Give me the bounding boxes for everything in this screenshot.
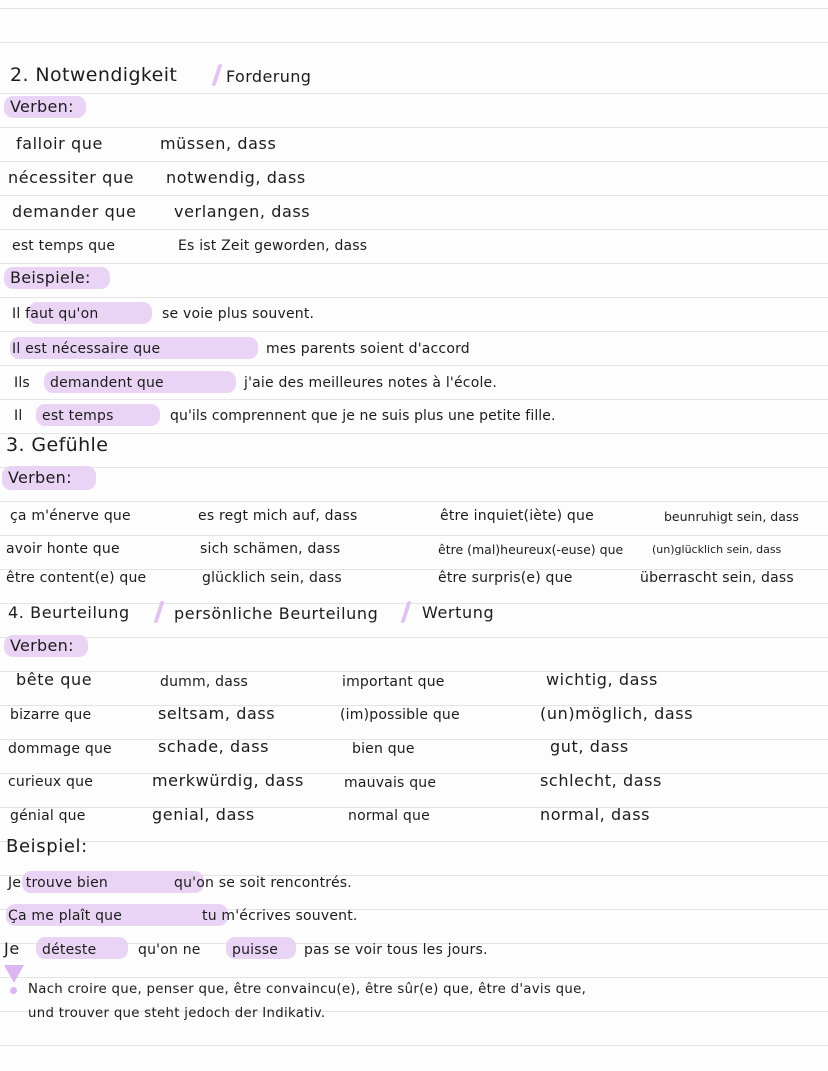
verb-fr: est temps que [12,238,116,254]
section4-verbs-label: Verben: [10,636,74,655]
example-text: tu m'écrives souvent. [202,908,358,924]
section2-verbs-label: Verben: [10,97,74,116]
verb-de: es regt mich auf, dass [198,508,358,524]
verb-fr: normal que [348,808,430,824]
verb-fr: être inquiet(iète) que [440,508,594,524]
verb-fr: avoir honte que [6,541,120,557]
example-highlight-text: déteste [42,942,97,958]
verb-de: beunruhigt sein, dass [664,509,799,524]
section2-heading-part2: Forderung [226,67,312,86]
verb-fr: être surpris(e) que [438,570,573,586]
example-highlight-text: Il faut qu'on [12,306,99,322]
verb-de: wichtig, dass [546,670,658,689]
example-text: pas se voir tous les jours. [304,942,488,958]
verb-de: (un)möglich, dass [540,704,694,723]
verb-fr: être (mal)heureux(-euse) que [438,542,624,557]
example-text: qu'on se soit rencontrés. [174,875,352,891]
heading-divider-slash [211,64,222,86]
section4-heading-part1: 4. Beurteilung [8,603,130,622]
example-text: qu'on ne [138,942,201,958]
example-text: mes parents soient d'accord [266,341,470,357]
example-text: j'aie des meilleures notes à l'école. [244,375,498,391]
example-text: Ils [14,375,30,391]
heading-divider-slash [153,601,164,623]
verb-fr: curieux que [8,774,94,790]
section2-heading-part1: 2. Notwendigkeit [10,64,178,86]
verb-fr: (im)possible que [340,707,460,723]
example-highlight-text: Il est nécessaire que [12,341,161,357]
verb-de: schlecht, dass [540,771,662,790]
verb-de: schade, dass [158,737,270,756]
section3-heading: 3. Gefühle [6,434,109,456]
example-text: se voie plus souvent. [162,306,315,322]
section4-example-label: Beispiel: [6,836,88,857]
verb-fr: falloir que [16,134,103,153]
verb-de: Es ist Zeit geworden, dass [178,238,368,254]
verb-de: gut, dass [550,737,629,756]
verb-fr: bête que [16,670,93,689]
example-highlight-text: est temps [42,408,114,424]
verb-fr: mauvais que [344,775,437,791]
example-text: Il [14,408,23,424]
verb-de: normal, dass [540,805,651,824]
section2-examples-label: Beispiele: [10,268,91,287]
heading-divider-slash [400,601,411,623]
verb-fr: demander que [12,202,137,221]
example-highlight-text: puisse [232,942,279,958]
verb-de: notwendig, dass [166,168,306,187]
example-highlight-text: demandent que [50,375,164,391]
verb-fr: ça m'énerve que [10,508,131,524]
verb-de: dumm, dass [160,674,248,690]
verb-fr: bien que [352,741,415,757]
verb-de: seltsam, dass [158,704,276,723]
verb-fr: important que [342,674,445,690]
example-text: Je [4,939,20,958]
verb-de: überrascht sein, dass [640,570,794,586]
verb-de: müssen, dass [160,134,277,153]
verb-de: merkwürdig, dass [152,771,304,790]
note-line-2: und trouver que steht jedoch der Indikativ. [28,1006,326,1021]
verb-fr: dommage que [8,741,112,757]
verb-fr: génial que [10,808,86,824]
section4-heading-part2: persönliche Beurteilung [174,604,379,623]
verb-de: genial, dass [152,805,255,824]
example-highlight-text: Ça me plaît que [8,908,123,924]
verb-fr: nécessiter que [8,168,135,187]
warning-triangle-icon [4,965,26,997]
example-highlight-text: Je trouve bien [8,875,108,891]
verb-de: sich schämen, dass [200,541,341,557]
verb-de: verlangen, dass [174,202,311,221]
note-line-1: Nach croire que, penser que, être convaincu(e), être sûr(e) que, être d'avis que, [28,982,587,997]
example-text: qu'ils comprennent que je ne suis plus une petite fille. [170,408,556,424]
section4-heading-part3: Wertung [422,603,495,622]
verb-fr: bizarre que [10,707,92,723]
section3-verbs-label: Verben: [8,468,72,487]
verb-de: glücklich sein, dass [202,570,342,586]
verb-de: (un)glücklich sein, dass [652,543,782,556]
verb-fr: être content(e) que [6,570,147,586]
